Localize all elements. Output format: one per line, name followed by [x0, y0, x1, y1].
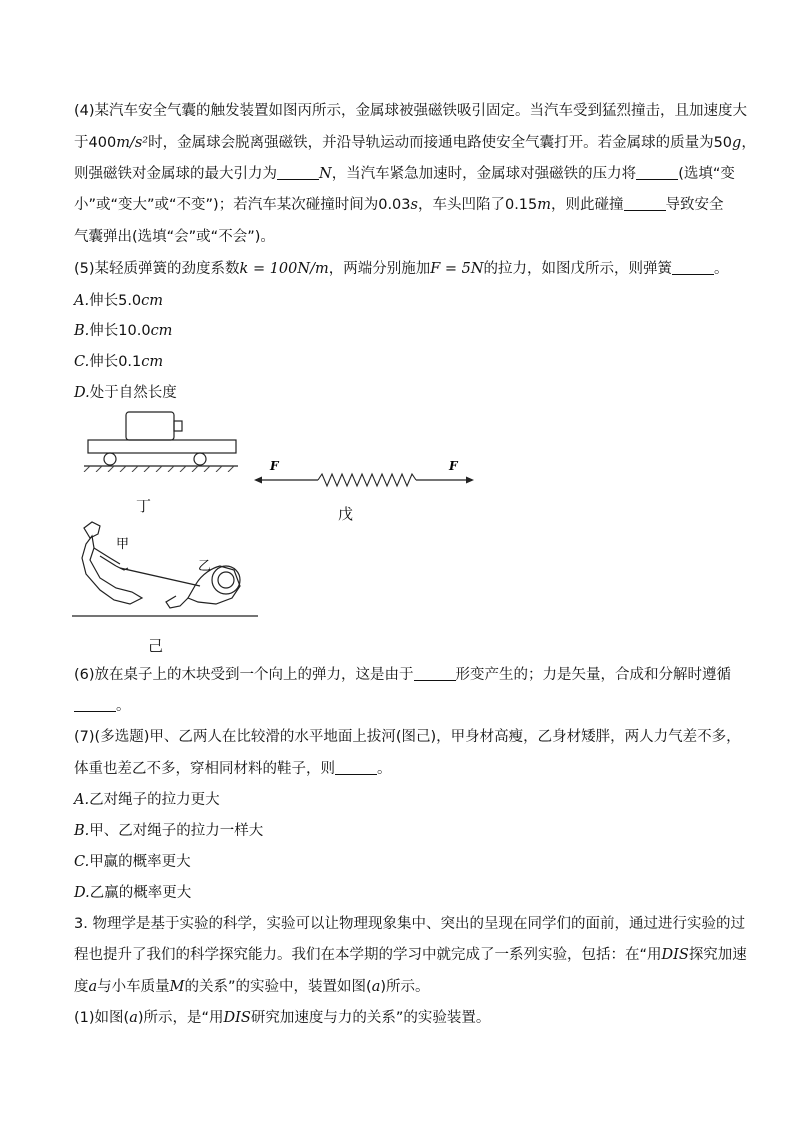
text: 导致安全: [665, 197, 724, 213]
option-value: 10.0: [118, 323, 151, 339]
text: ，当汽车紧急加速时，金属球对强磁铁的压力将: [331, 166, 637, 182]
option-text: 伸长: [89, 323, 119, 339]
label-yi: 乙: [198, 559, 212, 574]
option-text: 甲、乙对绳子的拉力一样大: [89, 823, 264, 839]
caption-wu: 戊: [338, 505, 354, 523]
cart-wheel: [104, 453, 116, 465]
text: )所示，是“用: [137, 1010, 224, 1026]
force-unit: N: [319, 166, 332, 182]
q4-line-1: [74, 101, 747, 121]
text: (选填“变: [678, 166, 735, 182]
text: 的关系”的实验中，装置如图(: [184, 979, 372, 995]
option-letter: C.: [74, 854, 90, 870]
text: 程也提升了我们的科学探究能力。我们在本学期的学习中就完成了一系列实验，包括：在“用: [74, 947, 662, 963]
answer-blank[interactable]: [636, 165, 678, 180]
text: 度: [74, 979, 89, 995]
figure-ding-cart: [80, 408, 242, 472]
text: 。: [377, 761, 392, 777]
dis-term: DIS: [223, 1010, 251, 1026]
option-text: 伸长: [89, 354, 119, 370]
q3-line-2: [74, 945, 747, 965]
mass-unit: g: [732, 135, 742, 151]
text: 小”或“变大”或“不变”)；若汽车某次碰撞时间为: [74, 197, 379, 213]
text: (7)(多选题)甲、乙两人在比较滑的水平地面上拔河(图己)，甲身材高瘦，乙身材矮胖，两人力气差不多，: [74, 729, 741, 745]
option-letter: C.: [74, 354, 90, 370]
option-value: 5.0: [118, 293, 142, 309]
option-letter: D.: [74, 885, 90, 901]
text: 则强磁铁对金属球的最大引力为: [74, 166, 277, 182]
text: 时，金属球会脱离强磁铁，并沿导轨运动而接通电路使安全气囊打开。若金属球的质量为: [148, 135, 714, 151]
var-a: a: [88, 979, 98, 995]
var-m: M: [169, 979, 185, 995]
option-value: 0.1: [118, 354, 142, 370]
q7-option-a[interactable]: [74, 790, 220, 810]
option-letter: A.: [74, 293, 90, 309]
time-unit: s: [410, 197, 418, 213]
text: 的拉力，如图戊所示，则弹簧: [483, 261, 673, 277]
option-text: 伸长: [89, 293, 119, 309]
q6-line-2: [74, 696, 131, 716]
option-letter: D.: [74, 385, 90, 401]
q5-option-b[interactable]: [74, 321, 172, 341]
text: 体重也差乙不多，穿相同材料的鞋子，则: [74, 761, 335, 777]
force-label-left: F: [270, 459, 279, 473]
text: (6)放在桌子上的木块受到一个向上的弹力，这是由于: [74, 667, 414, 683]
option-unit: cm: [141, 293, 164, 309]
label-jia: 甲: [116, 537, 130, 552]
text: 探究加速: [688, 947, 747, 963]
box-block: [126, 412, 174, 440]
answer-blank[interactable]: [414, 666, 456, 681]
applied-force: F = 5N: [430, 261, 484, 277]
text: 与小车质量: [97, 979, 170, 995]
q4-text: (4)某汽车安全气囊的触发装置如图丙所示，金属球被强磁铁吸引固定。当汽车受到猛烈撞击，且加速度大: [74, 103, 748, 119]
q4-line-2: [74, 133, 756, 153]
right-arrowhead: [466, 477, 474, 484]
distance-unit: m: [537, 197, 552, 213]
text: 3. 物理学是基于实验的科学，实验可以让物理现象集中、突出的呈现在同学们的面前，通过进行实验的过: [74, 916, 745, 932]
force-label-right: F: [449, 459, 458, 473]
answer-blank[interactable]: [74, 697, 116, 712]
text: ，车头凹陷了: [417, 197, 505, 213]
answer-blank[interactable]: [672, 260, 714, 275]
spring-coil: [318, 474, 416, 486]
option-text: 处于自然长度: [89, 385, 177, 401]
q4-line-5: [74, 227, 275, 247]
text: 研究加速度与力的关系”的实验装置。: [250, 1010, 491, 1026]
option-unit: cm: [141, 354, 164, 370]
text: 形变产生的；力是矢量，合成和分解时遵循: [455, 667, 732, 683]
figure-wu-spring: [252, 458, 478, 494]
q3-line-1: [74, 914, 745, 934]
q3-line-4: [74, 1008, 490, 1028]
acceleration-unit: m/s²: [116, 135, 149, 151]
person-jia: [82, 522, 142, 604]
option-text: 乙赢的概率更大: [89, 885, 192, 901]
option-letter: A.: [74, 792, 90, 808]
text: ，: [741, 135, 756, 151]
answer-blank[interactable]: [277, 165, 319, 180]
text: ，则此碰撞: [551, 197, 624, 213]
var-a: a: [129, 1010, 138, 1026]
rope: [120, 568, 200, 586]
text: 气囊弹出(选填“会”或“不会”)。: [74, 229, 275, 245]
q4-line-4: [74, 195, 724, 215]
q7-option-c[interactable]: [74, 852, 191, 872]
cart-wheel: [194, 453, 206, 465]
q5-option-d[interactable]: [74, 383, 177, 403]
q4-line-3: [74, 164, 735, 184]
text: 。: [714, 261, 729, 277]
acceleration-value: 400: [88, 135, 117, 151]
answer-blank[interactable]: [335, 760, 377, 775]
time-value: 0.03: [378, 197, 411, 213]
spring-constant: k = 100N/m: [239, 261, 329, 277]
var-a: a: [371, 979, 381, 995]
answer-blank[interactable]: [624, 196, 666, 211]
q3-line-3: [74, 977, 430, 997]
dis-term: DIS: [661, 947, 689, 963]
q5-option-a[interactable]: [74, 291, 163, 311]
option-unit: cm: [150, 323, 173, 339]
option-letter: B.: [74, 823, 90, 839]
text: 于: [74, 135, 89, 151]
text: (5)某轻质弹簧的劲度系数: [74, 261, 240, 277]
option-letter: B.: [74, 323, 90, 339]
option-text: 乙对绳子的拉力更大: [89, 792, 220, 808]
text: ，两端分别施加: [328, 261, 431, 277]
q5-stem: [74, 259, 729, 279]
mass-value: 50: [713, 135, 733, 151]
q7-option-b[interactable]: [74, 821, 263, 841]
caption-ji: 己: [148, 637, 164, 655]
cart-body: [88, 440, 236, 453]
figure-ji-tug-of-war: [70, 518, 260, 622]
box-knob: [174, 421, 182, 431]
text: 。: [116, 698, 131, 714]
caption-ding: 丁: [136, 497, 152, 515]
q7-line-2: [74, 759, 392, 779]
text: (1)如图(: [74, 1010, 130, 1026]
q6-line-1: [74, 665, 731, 685]
left-arrowhead: [254, 477, 262, 484]
option-text: 甲赢的概率更大: [89, 854, 191, 870]
q5-option-c[interactable]: [74, 352, 163, 372]
distance-value: 0.15: [504, 197, 538, 213]
q7-line-1: [74, 727, 741, 747]
text: )所示。: [380, 979, 430, 995]
q7-option-d[interactable]: [74, 883, 191, 903]
ground-hatching: [84, 466, 234, 472]
